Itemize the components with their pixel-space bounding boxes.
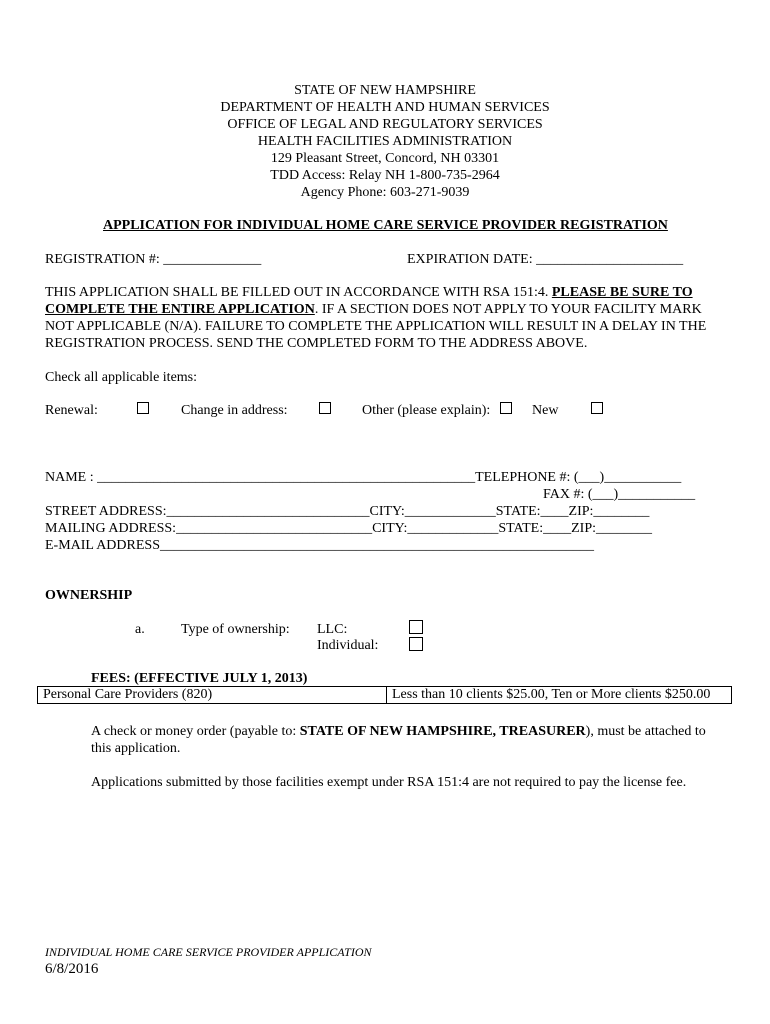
mailing-address-field[interactable]: MAILING ADDRESS:____________________________CITY:_____________STATE:____ZIP:________ (45, 521, 652, 536)
payment-text: A check or money order (payable to: (91, 724, 300, 739)
street-address-field[interactable]: STREET ADDRESS:_____________________________CITY:_____________STATE:____ZIP:________ (45, 504, 650, 519)
other-checkbox[interactable] (500, 402, 512, 414)
fees-amount-cell: Less than 10 clients $25.00, Ten or More clients $250.00 (392, 687, 711, 702)
new-checkbox[interactable] (591, 402, 603, 414)
expiration-date-field[interactable]: EXPIRATION DATE: _____________________ (407, 252, 684, 267)
payment-line-2: this application. (91, 741, 181, 756)
instructions-text-cont: . IF A SECTION DOES NOT APPLY TO YOUR FACILITY MARK (314, 302, 702, 317)
agency-phone: Agency Phone: 603-271-9039 (300, 185, 470, 200)
agency-tdd: TDD Access: Relay NH 1-800-735-2964 (270, 168, 500, 183)
renewal-label: Renewal: (45, 403, 98, 418)
change-address-label: Change in address: (181, 403, 288, 418)
agency-department: DEPARTMENT OF HEALTH AND HUMAN SERVICES (220, 100, 550, 115)
agency-division: HEALTH FACILITIES ADMINISTRATION (257, 134, 513, 149)
instructions-line-3: NOT APPLICABLE (N/A). FAILURE TO COMPLETE THE APPLICATION WILL RESULT IN A DELAY IN THE (45, 319, 707, 334)
agency-office: OFFICE OF LEGAL AND REGULATORY SERVICES (227, 117, 543, 132)
llc-checkbox[interactable] (409, 620, 423, 634)
ownership-item-letter: a. (135, 622, 145, 637)
change-address-checkbox[interactable] (319, 402, 331, 414)
email-address-field[interactable]: E-MAIL ADDRESS______________________________________________________________ (45, 538, 594, 553)
instructions-emphasis-cont: COMPLETE THE ENTIRE APPLICATION (45, 302, 315, 317)
payment-text-cont: ), must be attached to (585, 724, 706, 739)
name-telephone-field[interactable]: NAME : ______________________________________________________TELEPHONE #: (___)___________ (45, 470, 682, 485)
fees-heading: FEES: (EFFECTIVE JULY 1, 2013) (91, 671, 308, 686)
payee-name: STATE OF NEW HAMPSHIRE, TREASURER (299, 724, 586, 739)
ownership-type-label: Type of ownership: (181, 622, 290, 637)
instructions-line-1 (45, 284, 693, 301)
agency-state: STATE OF NEW HAMPSHIRE (294, 83, 476, 98)
llc-label: LLC: (317, 622, 348, 637)
agency-address: 129 Pleasant Street, Concord, NH 03301 (270, 151, 500, 166)
fax-field[interactable]: FAX #: (___)___________ (543, 487, 696, 502)
instructions-emphasis: PLEASE BE SURE TO (551, 285, 693, 300)
instructions-text: THIS APPLICATION SHALL BE FILLED OUT IN ACCORDANCE WITH RSA 151:4. (45, 285, 552, 300)
check-items-prompt: Check all applicable items: (45, 370, 198, 385)
fees-provider-cell: Personal Care Providers (820) (43, 687, 213, 702)
individual-label: Individual: (317, 638, 379, 653)
individual-checkbox[interactable] (409, 637, 423, 651)
other-label: Other (please explain): (362, 403, 491, 418)
payment-line-1 (91, 723, 706, 740)
fees-table (37, 686, 732, 704)
instructions-line-4: REGISTRATION PROCESS. SEND THE COMPLETED FORM TO THE ADDRESS ABOVE. (45, 336, 588, 351)
footer-form-name: INDIVIDUAL HOME CARE SERVICE PROVIDER APPLICATION (45, 945, 372, 959)
renewal-checkbox[interactable] (137, 402, 149, 414)
form-title: APPLICATION FOR INDIVIDUAL HOME CARE SERVICE PROVIDER REGISTRATION (103, 218, 668, 233)
footer-date: 6/8/2016 (45, 961, 99, 977)
new-label: New (532, 403, 559, 418)
exempt-note: Applications submitted by those facilities exempt under RSA 151:4 are not required to pay the license fee. (91, 775, 687, 790)
ownership-heading: OWNERSHIP (45, 588, 133, 603)
registration-number-field[interactable]: REGISTRATION #: ______________ (45, 252, 262, 267)
instructions-line-2 (45, 301, 702, 318)
